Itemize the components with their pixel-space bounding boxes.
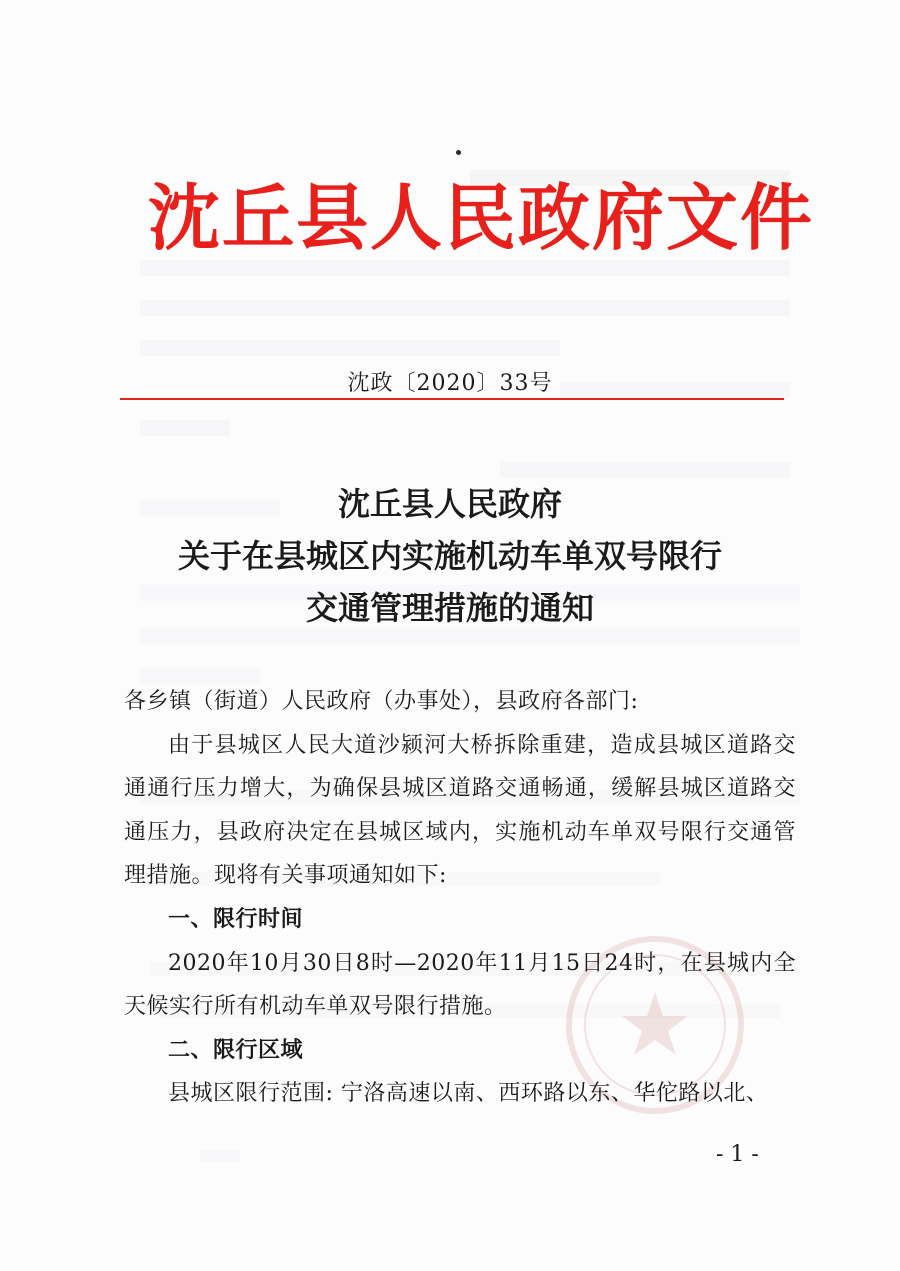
salutation: 各乡镇（街道）人民政府（办事处），县政府各部门: bbox=[124, 689, 639, 714]
section-1-heading: 一、限行时间 bbox=[168, 906, 304, 932]
intro-paragraph: 由于县城区人民大道沙颍河大桥拆除重建，造成县城区道路交通通行压力增大，为确保县城区道路交通畅通，缓解县城区道路交通压力，县政府决定在县城区域内，实施机动车单双号限行交通管理措施。现将有关事项通知如下: bbox=[124, 732, 796, 889]
section-2-heading: 二、限行区域 bbox=[168, 1037, 304, 1063]
decorative-dot bbox=[456, 150, 461, 155]
notice-title-line-2: 关于在县城区内实施机动车单双号限行 bbox=[177, 537, 722, 575]
section-1-text: 2020年10月30日8时—2020年11月15日24时，在县城内全天候实行所有机动车单双号限行措施。 bbox=[124, 950, 796, 1020]
document-number: 沈政〔2020〕33号 bbox=[347, 371, 553, 396]
notice-title bbox=[0, 478, 900, 634]
notice-title-line-3: 交通管理措施的通知 bbox=[305, 589, 594, 627]
section-2-text: 县城区限行范围: 宁洛高速以南、西环路以东、华佗路以北、 bbox=[168, 1081, 769, 1107]
red-separator-line bbox=[120, 398, 784, 400]
notice-body bbox=[124, 680, 796, 1116]
page-number: - 1 - bbox=[716, 1142, 759, 1167]
issuer-header-title: 沈丘县人民政府文件 bbox=[148, 175, 815, 260]
notice-title-line-1: 沈丘县人民政府 bbox=[337, 485, 562, 523]
